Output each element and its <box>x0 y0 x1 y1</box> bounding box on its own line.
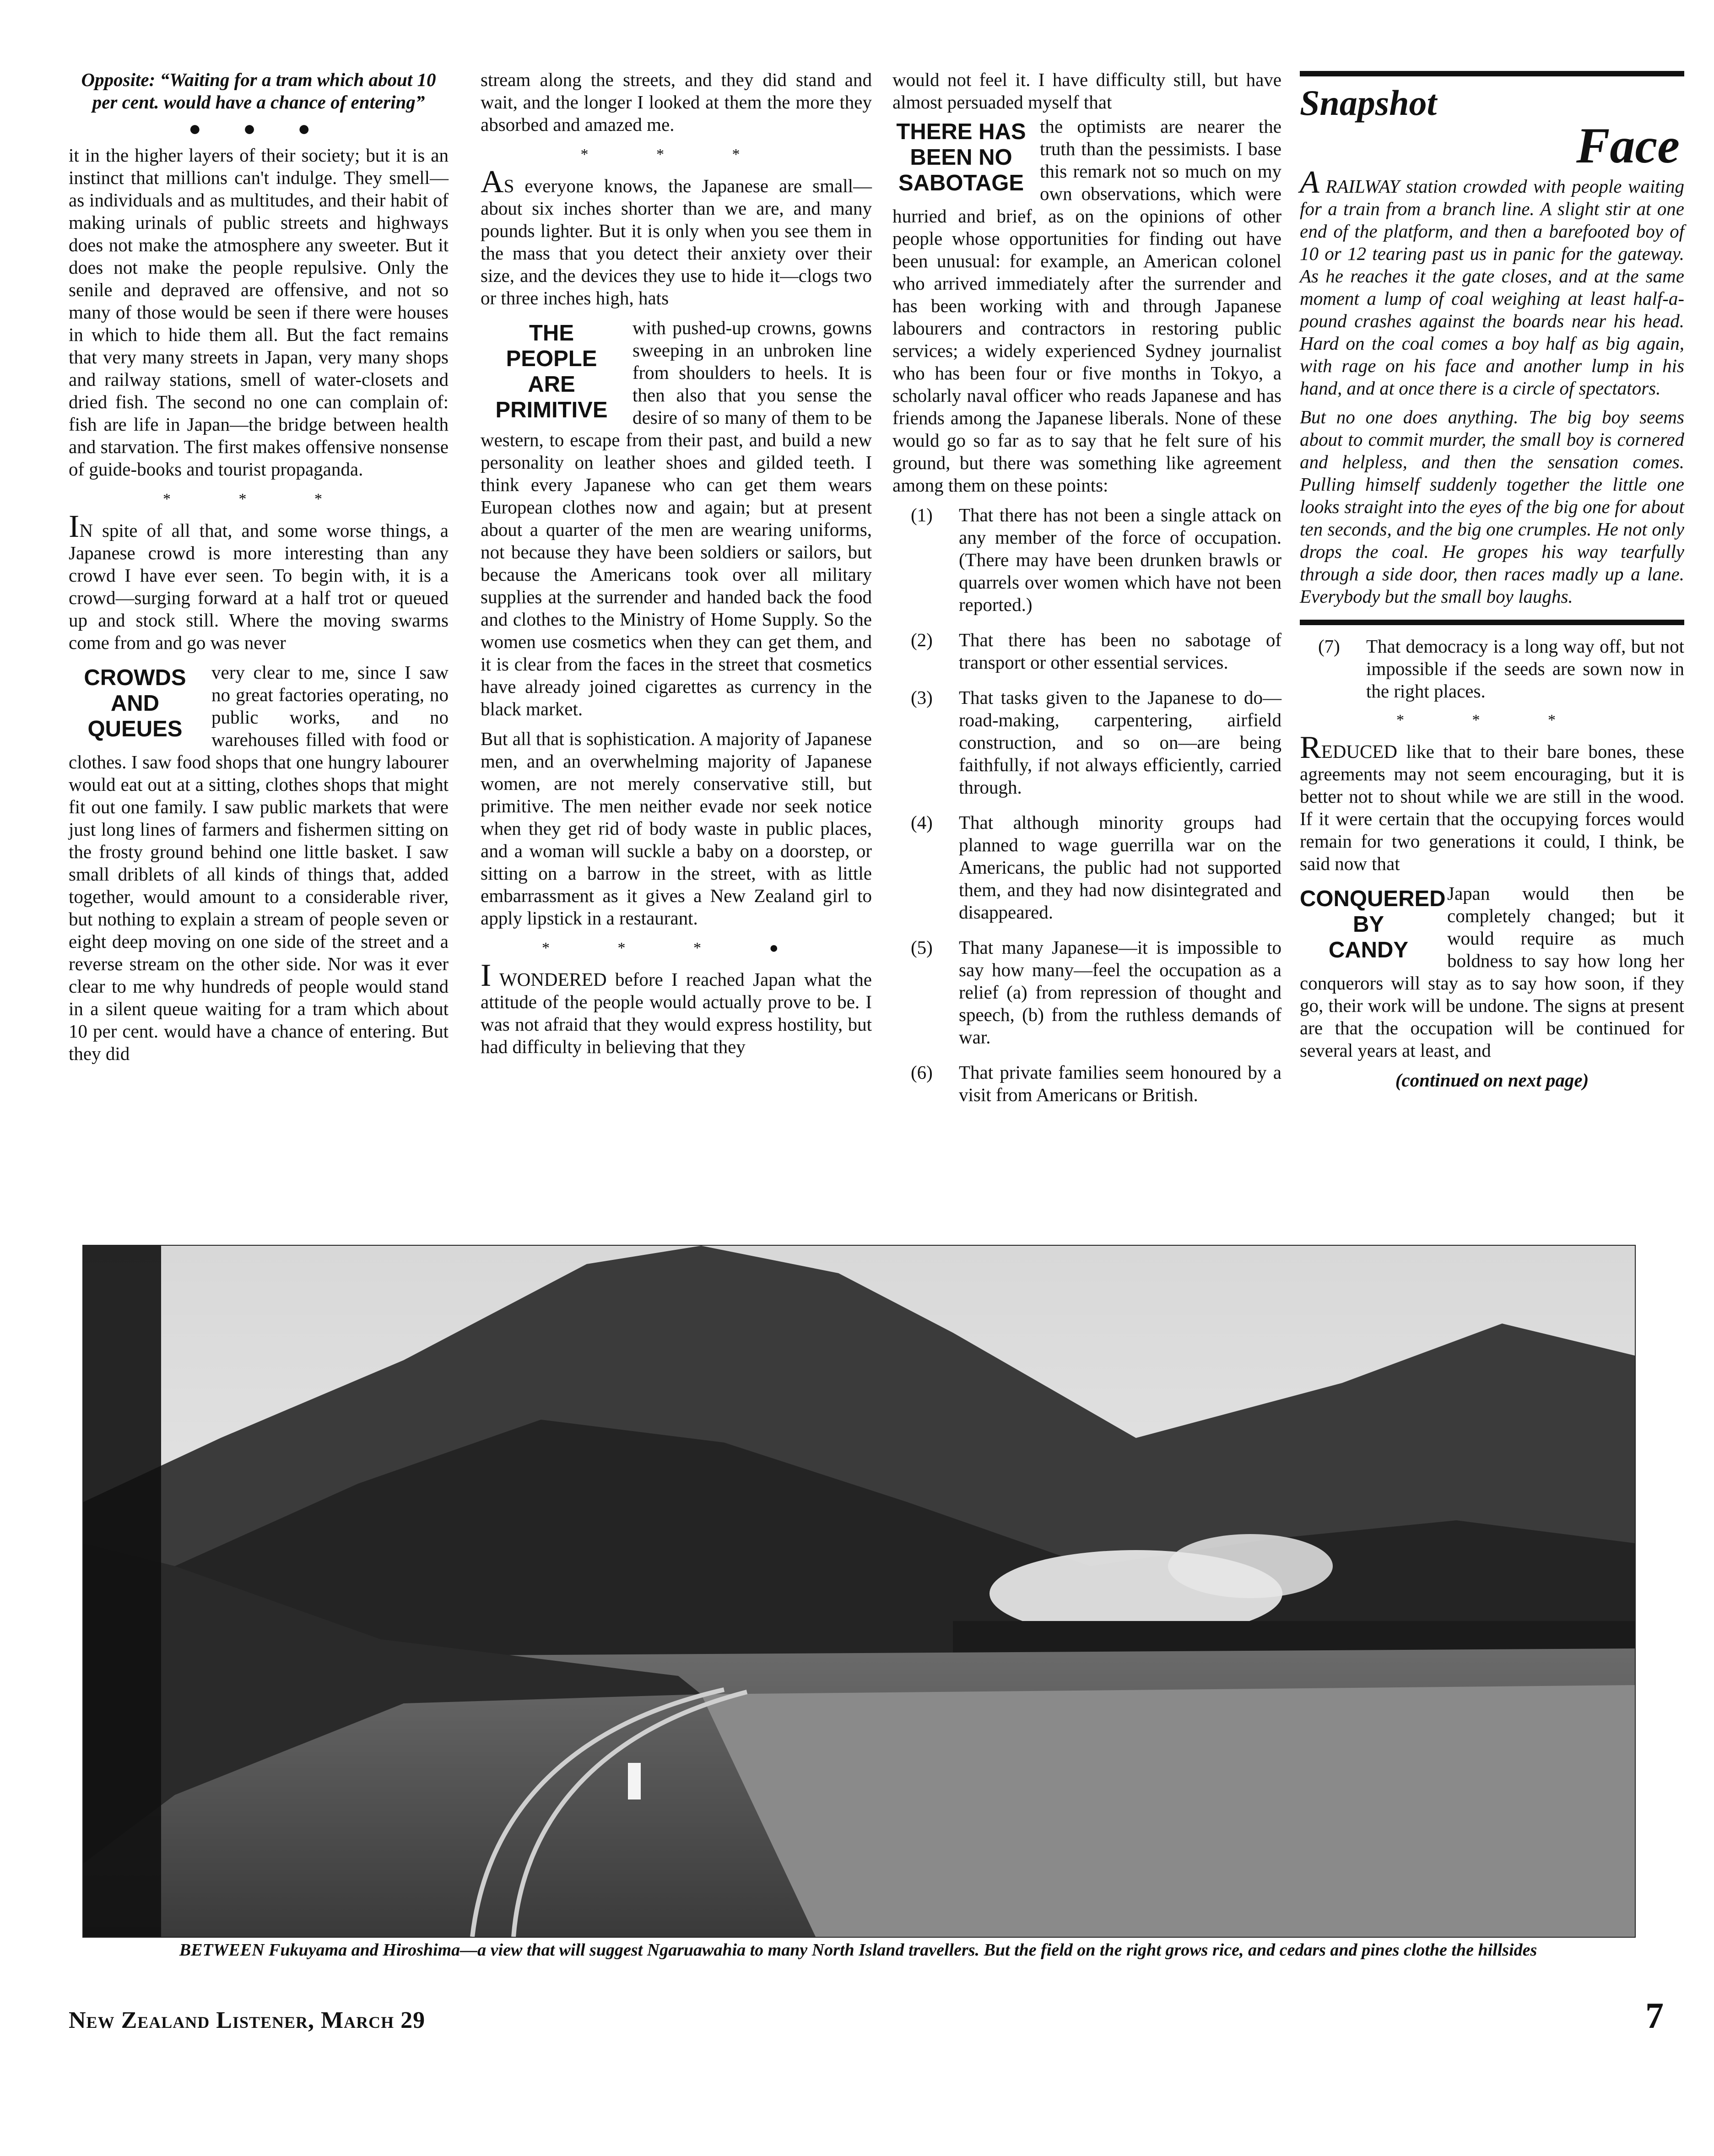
subhead-line: BEEN NO <box>910 145 1012 170</box>
subhead-line: CROWDS <box>84 665 186 690</box>
subhead-line: THE PEOPLE <box>506 321 597 371</box>
snapshot-paragraph-2: But no one does anything. The big boy seems about to commit murder, the small boy is cornered and helpless, and then the sensation comes. Pulling himself suddenly together the little one looks straight into the eyes of the big one for about ten seconds, and the big one crumples. He not only drops the coal. He gropes his way tearfully through a side door, then races madly up a lane. Everybody but the small boy laughs. <box>1300 406 1684 607</box>
snapshot-title: Snapshot <box>1300 83 1437 123</box>
section-stars: * * * <box>580 146 772 163</box>
col1-paragraph-3: very clear to me, since I saw no great factories operating, no public works, and no warehouses filled with food or clothes. I saw food shops that one hungry labourer would eat out at a sitting, clothes shops that might fit out one family. I saw public markets that were just long lines of farmers and fishermen sitting on the frosty ground behind one little basket. I saw small driblets of all kinds of things that, added together, would amount to a considerable river, but nothing to explain a stream of people seven or eight deep moving on one side of the street and a reverse stream on the other side. Nor was it ever clear to me why hundreds of people would stand in a silent queue waiting for a tram which about 10 per cent. would have a chance of entering. But they did <box>69 662 449 1064</box>
col3-paragraph-1a: would not feel it. I have difficulty still, but have almost persuaded myself that <box>892 69 1281 113</box>
continued-note: (continued on next page) <box>1395 1070 1589 1091</box>
col1-paragraph-2: IN spite of all that, and some worse things, a Japanese crowd is more interesting than any crowd I have ever seen. To begin with, it is a crowd—surging forward at a half trot or queued up and stock still. Where the moving swarms come from and go was never <box>69 509 449 653</box>
col3-paragraph-1b: the optimists are nearer the truth than the pessimists. I base this remark not so much on my own observations, which were hurried and brief, as on the opinions of other people whose opportunities for finding out have been unusual: for example, an American colonel who arrived immediately after the surrender and has been working with and through Japanese labourers and contractors in restoring public services; a widely experienced Sydney journalist who has been four or five months in Tokyo, a scholarly naval officer who reads Japanese and has friends among the Japanese liberals. None of these would go so far as to say that he felt sure of his ground, but there was something like agreement among them on these points: <box>892 116 1281 496</box>
photo-caption: BETWEEN Fukuyama and Hiroshima—a view that will suggest Ngaruawahia to many North Island travellers. But the field on the right grows rice, and cedars and pines clothe the hillsides <box>179 1940 1537 1960</box>
landscape-photo <box>82 1245 1636 1938</box>
carriage-foreground <box>83 1246 161 1937</box>
railway-landscape-illustration <box>83 1246 1635 1937</box>
column-1 <box>69 69 449 1072</box>
section-stars: * * * ● <box>541 940 811 956</box>
snapshot-body <box>1300 165 1684 608</box>
subhead-conquered-by-candy <box>1300 886 1446 963</box>
list-item <box>911 1061 1281 1106</box>
list-item <box>911 811 1281 924</box>
col4-paragraph-2: Japan would then be completely changed; but it would require as much boldness to say how long her conquerors will stay as to say how soon, if they go, their work will be undone. The signs at present are that the occupation will be continued for several years at least, and <box>1300 883 1684 1061</box>
subhead-line: QUEUES <box>87 717 183 741</box>
list-item <box>1318 635 1684 702</box>
col2-paragraph-1: stream along the streets, and they did stand and wait, and the longer I looked at them the more they absorbed and amazed me. <box>481 69 872 135</box>
col2-paragraph-4: But all that is sophistication. A majority of Japanese men, and an overwhelming majority of Japanese women, are not merely conservative still, but primitive. The men neither evade nor seek notice when they get rid of body waste in public places, and a woman will suckle a baby on a doorstep, or sitting on a barrow in the street, with as little embarrassment as it gives a New Zealand girl to apply lipstick in a restaurant. <box>481 728 872 929</box>
col1-paragraph-1: it in the higher layers of their society; but it is an instinct that millions can't indulge. They smell—as individuals and as multitudes, and their habit of making urinals of public streets and highways does not make the atmosphere any sweeter. But it does not make the people repulsive. Only the senile and depraved are offensive, and not so many of those would be seen if there were houses in which to hide them all. But the fact remains that very many streets in Japan, very many shops and railway stations, smell of water-closets and dried fish. The second no one can complain of: fish are life in Japan—the bridge between health and starvation. The first makes offensive nonsense of guide-books and tourist propaganda. <box>69 145 449 480</box>
rice-paddy <box>701 1685 1635 1937</box>
list-number: (7) <box>1318 636 1340 657</box>
section-stars: * * * <box>1396 712 1588 729</box>
subhead-there-has-been-no-sabotage <box>892 119 1030 196</box>
snapshot-paragraph-1: A RAILWAY station crowded with people waiting for a train from a branch line. A slight stir at one end of the platform, and then a barefooted boy of 10 or 12 tearing past us in panic for the gateway. As he reaches it the gate closes, and at the same moment a lump of coal weighing at least half-a-pound crashes against the boards near his head. Hard on the coal comes a boy half as big again, with rage on his face and another lump in his hand, and at once there is a circle of spectators. <box>1300 165 1684 399</box>
list-text: That many Japanese—it is impossible to say how many—feel the occupation as a relief (a) from repression of thought and speech, (b) from the ruthless demands of war. <box>959 937 1281 1048</box>
list-number: (6) <box>911 1062 933 1083</box>
subhead-the-people-are-primitive <box>481 320 622 423</box>
list-text: That democracy is a long way off, but not impossible if the seeds are sown now in the right places. <box>1366 636 1684 702</box>
subhead-line: CONQUERED <box>1300 886 1446 911</box>
list-number: (4) <box>911 812 933 833</box>
col4-paragraph-1: REDUCED like that to their bare bones, these agreements may not seem encouraging, but it is better not to shout while we are still in the wood. If it were certain that the occupying forces would remain for two generations it could, I think, be said now that <box>1300 730 1684 874</box>
list-number: (1) <box>911 504 933 525</box>
column-2 <box>481 69 872 1065</box>
agreement-points-list <box>911 504 1281 1106</box>
col2-paragraph-3: with pushed-up crowns, gowns sweeping in an unbroken line from shoulders to heels. It is then also that you sense the desire of so many of them to be western, to escape from their past, and build a new personality on leather shoes and gilded teeth. I think every Japanese who can get them wears European clothes now and again; but at present about a quarter of the men are wearing uniforms, not because they have been soldiers or sailors, but because the Americans took over all military supplies at the surrender and handed back the food and clothes to the Ministry of Home Supply. So the women use cosmetics when they can get them, and it is clear from the faces in the street that cosmetics have already joined cigarettes as currency in the black market. <box>481 317 872 719</box>
column-3 <box>892 69 1281 1119</box>
list-item <box>911 504 1281 616</box>
list-text: That tasks given to the Japanese to do—road-making, carpentering, airfield construction, and so on—are being faithfully, if not always efficiently, carried through. <box>959 687 1281 798</box>
list-text: That although minority groups had planned to wage guerrilla war on the Americans, the public had not supported them, and they had now disintegrated and disappeared. <box>959 812 1281 923</box>
section-dots: ● ● ● <box>188 117 329 140</box>
subhead-line: BY <box>1352 912 1384 937</box>
list-text: That there has been no sabotage of transport or other essential services. <box>959 629 1281 673</box>
distant-train <box>953 1621 1635 1653</box>
column-4 <box>1300 71 1684 1092</box>
subhead-line: THERE HAS <box>896 119 1026 144</box>
publication-footer: New Zealand Listener, March 29 <box>69 2007 426 2033</box>
col2-paragraph-5: I WONDERED before I reached Japan what the attitude of the people would actually prove to be. I was not afraid that they would express hostility, but had difficulty in believing that they <box>481 958 872 1057</box>
section-stars: * * * <box>163 491 354 508</box>
subhead-line: SABOTAGE <box>898 171 1024 195</box>
snapshot-face-box <box>1300 71 1684 625</box>
list-item <box>911 686 1281 799</box>
agreement-points-list-continued <box>1318 635 1684 702</box>
list-item <box>911 936 1281 1048</box>
snapshot-face-title: Face <box>1576 118 1680 173</box>
opposite-caption: Opposite: “Waiting for a tram which about 10 per cent. would have a chance of entering” <box>81 69 436 113</box>
subhead-line: PRIMITIVE <box>495 398 608 422</box>
list-text: That there has not been a single attack on any member of the force of occupation. (There may have been drunken brawls or quarrels over women which have not been reported.) <box>959 504 1281 615</box>
page-number: 7 <box>1645 1996 1664 2036</box>
subhead-crowds-and-queues <box>69 665 201 742</box>
list-text: That private families seem honoured by a visit from Americans or British. <box>959 1062 1281 1105</box>
subhead-line: ARE <box>528 372 575 397</box>
col2-paragraph-2: AS everyone knows, the Japanese are small—about six inches shorter than we are, and many pounds lighter. But it is only when you see them in the mass that you detect their anxiety over their size, and the devices they use to hide it—clogs two or three inches high, hats <box>481 164 872 308</box>
train-smoke <box>1168 1534 1333 1598</box>
subhead-line: CANDY <box>1328 938 1409 962</box>
subhead-line: AND <box>110 691 160 716</box>
list-number: (3) <box>911 687 933 708</box>
list-item <box>911 629 1281 674</box>
list-number: (2) <box>911 629 933 650</box>
list-number: (5) <box>911 937 933 958</box>
worker-figure <box>628 1763 641 1799</box>
